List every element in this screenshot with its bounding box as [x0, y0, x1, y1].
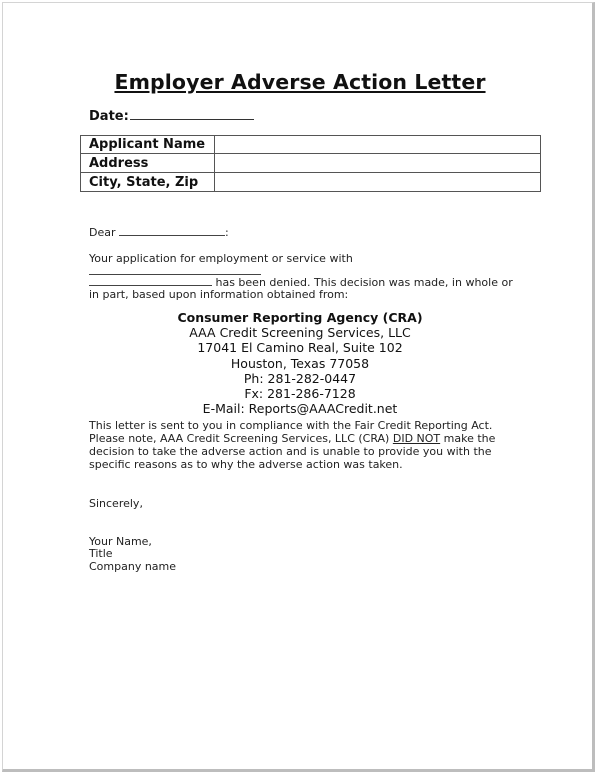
document-title: Employer Adverse Action Letter — [114, 70, 486, 94]
salutation-suffix: : — [225, 226, 229, 239]
date-label: Date: — [89, 109, 129, 124]
intro-line-3-text: has been denied. This decision was made, in whole or — [212, 276, 513, 289]
table-row — [81, 154, 541, 173]
applicant-name-label: Applicant Name — [81, 136, 215, 154]
intro-line-3 — [89, 275, 513, 289]
cra-street: 17041 El Camino Real, Suite 102 — [197, 340, 403, 356]
cra-contact-block — [0, 310, 600, 416]
cra-phone: Ph: 281-282-0447 — [243, 370, 357, 386]
compliance-line-2 — [89, 432, 495, 445]
table-row — [81, 173, 541, 192]
salutation-prefix: Dear — [89, 226, 116, 239]
signature-company: Company name — [89, 560, 177, 573]
date-field — [89, 106, 254, 124]
compliance-line-2-post: make the — [440, 432, 496, 445]
closing: Sincerely, — [89, 497, 143, 510]
cra-fax: Fx: 281-286-7128 — [244, 386, 356, 402]
applicant-info-table — [80, 135, 541, 192]
compliance-line-3: decision to take the adverse action and is unable to provide you with the — [89, 445, 492, 458]
employer-blank-line — [89, 264, 261, 275]
intro-line-4: in part, based upon information obtained from: — [89, 288, 349, 301]
applicant-name-value — [215, 136, 541, 154]
compliance-line-2-pre: Please note, AAA Credit Screening Services, LLC (CRA) — [89, 432, 393, 445]
intro-line-1: Your application for employment or service with — [89, 252, 353, 265]
table-row — [81, 136, 541, 154]
address-label: Address — [81, 154, 215, 173]
cra-company: AAA Credit Screening Services, LLC — [189, 325, 411, 341]
signature-name: Your Name, — [89, 535, 152, 548]
recipient-blank-line — [119, 225, 225, 236]
signature-title: Title — [89, 547, 113, 560]
address-value — [215, 154, 541, 173]
compliance-line-1: This letter is sent to you in compliance with the Fair Credit Reporting Act. — [89, 419, 493, 432]
salutation — [89, 225, 229, 239]
employer-blank-line-2 — [89, 275, 212, 286]
cra-city-state-zip: Houston, Texas 77058 — [230, 355, 370, 371]
compliance-line-4: specific reasons as to why the adverse action was taken. — [89, 458, 403, 471]
date-blank-line — [130, 106, 254, 120]
did-not-emphasis: DID NOT — [392, 432, 441, 445]
cra-heading: Consumer Reporting Agency (CRA) — [177, 310, 423, 325]
city-state-zip-value — [215, 173, 541, 192]
city-state-zip-label: City, State, Zip — [81, 173, 215, 192]
cra-email: E-Mail: Reports@AAACredit.net — [202, 401, 398, 417]
